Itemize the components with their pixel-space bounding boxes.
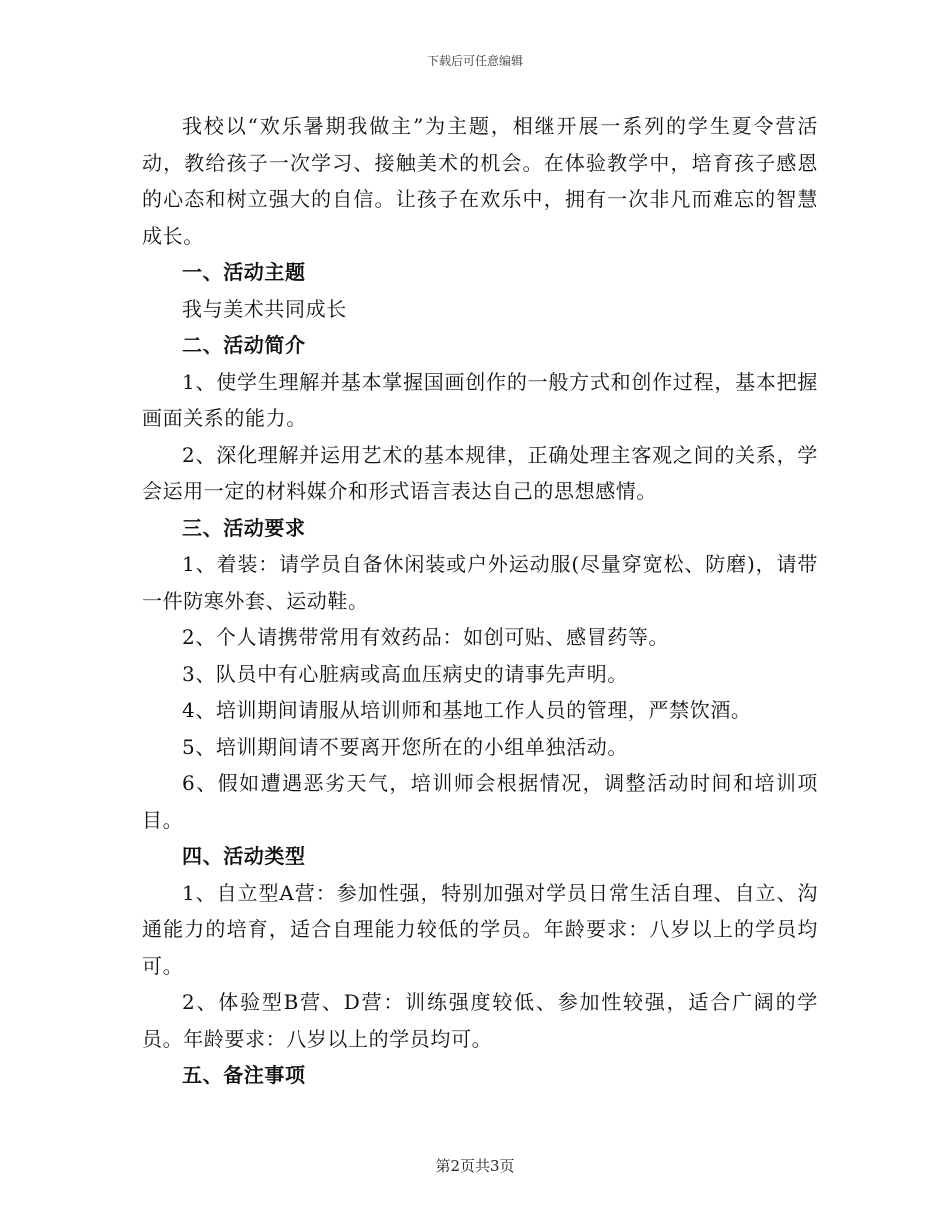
requirement-item-5: 5、培训期间请不要离开您所在的小组单独活动。 xyxy=(182,734,628,759)
type-item-1: 1、自立型A营：参加性强，特别加强对学员日常生活自理、自立、沟通能力的培育，适合自理能力较低的学员。年龄要求：八岁以上的学员均可。 xyxy=(142,880,818,978)
requirement-item-6: 6、假如遭遇恶劣天气，培训师会根据情况，调整活动时间和培训项目。 xyxy=(142,771,818,832)
requirement-item-2: 2、个人请携带常用有效药品：如创可贴、感冒药等。 xyxy=(182,625,670,649)
section-heading-theme: 一、活动主题 xyxy=(182,260,306,284)
requirement-item-3: 3、队员中有心脏病或高血压病史的请事先声明。 xyxy=(182,661,628,686)
requirement-item-1: 1、着装：请学员自备休闲装或户外运动服(尽量穿宽松、防磨)，请带一件防寒外套、运动鞋。 xyxy=(142,552,818,613)
page-footer: 第2页共3页 xyxy=(435,1157,515,1175)
section-heading-notes: 五、备注事项 xyxy=(182,1063,306,1087)
section-heading-types: 四、活动类型 xyxy=(182,844,306,868)
type-item-2: 2、体验型B营、D营：训练强度较低、参加性较强，适合广阔的学员。年龄要求：八岁以上的学员均可。 xyxy=(142,990,818,1051)
theme-paragraph: 我与美术共同成长 xyxy=(182,296,347,321)
requirement-item-4: 4、培训期间请服从培训师和基地工作人员的管理，严禁饮酒。 xyxy=(182,698,752,722)
page-header: 下载后可任意编辑 xyxy=(426,54,523,68)
document-body xyxy=(142,108,818,1094)
section-heading-requirements: 三、活动要求 xyxy=(182,515,306,540)
intro-item-1: 1、使学生理解并基本掌握国画创作的一般方式和创作过程，基本把握画面关系的能力。 xyxy=(142,369,818,430)
intro-paragraph: 我校以“欢乐暑期我做主”为主题，相继开展一系列的学生夏令营活动，教给孩子一次学习、接触美术的机会。在体验教学中，培育孩子感恩的心态和树立强大的自信。让孩子在欢乐中，拥有一次非凡而难忘的智慧成长。 xyxy=(142,114,818,248)
intro-item-2: 2、深化理解并运用艺术的基本规律，正确处理主客观之间的关系，学会运用一定的材料媒介和形式语言表达自己的思想感情。 xyxy=(142,442,818,503)
section-heading-intro: 二、活动简介 xyxy=(182,333,306,357)
